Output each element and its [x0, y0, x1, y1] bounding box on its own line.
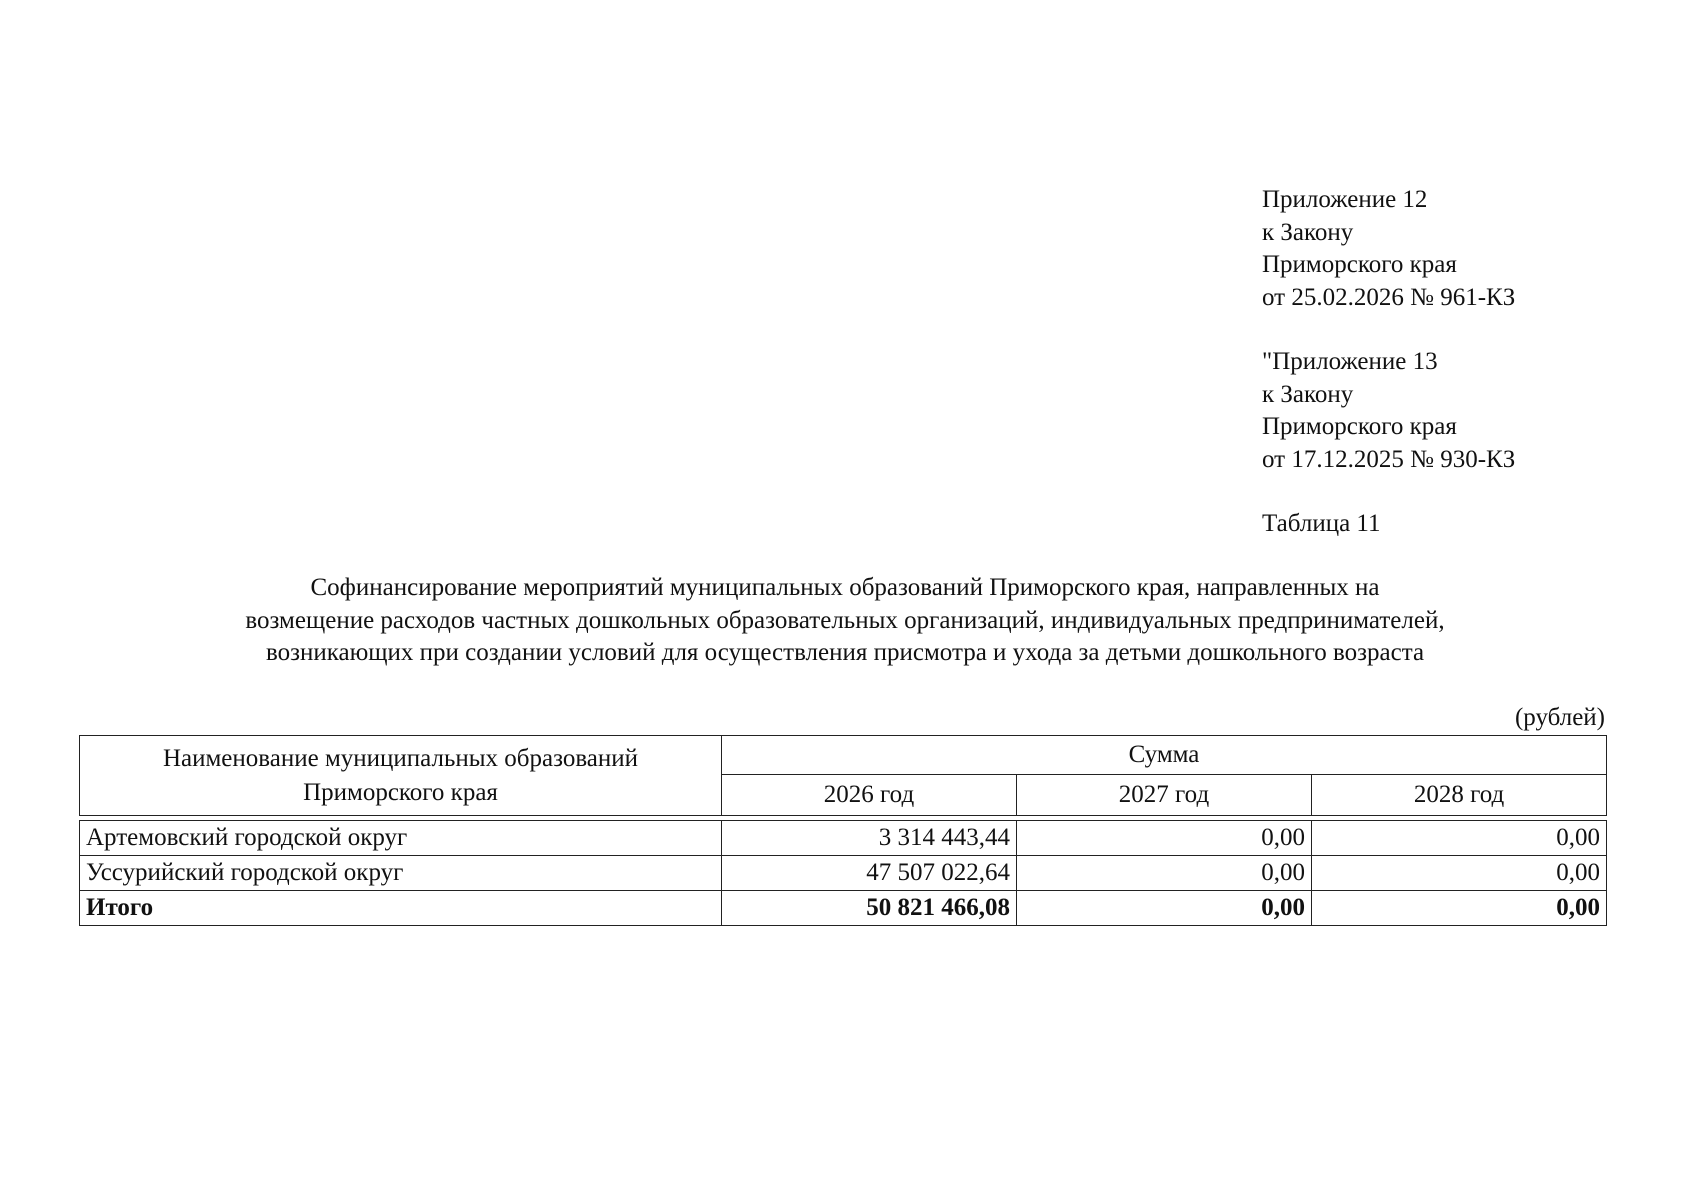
table-total-row [80, 891, 1607, 926]
row-value: 0,00 [1017, 856, 1312, 891]
title-line: Софинансирование мероприятий муниципальных образований Приморского края, направленных на [310, 574, 1380, 601]
appendix-line: к Закону [1262, 380, 1354, 408]
row-name: Артемовский городской округ [80, 821, 722, 856]
document-title [100, 572, 1590, 670]
appendix-line: Приморского края [1262, 251, 1457, 278]
row-value: 0,00 [1312, 856, 1607, 891]
column-header-year: 2028 год [1312, 775, 1607, 816]
appendix-line: Приложение 12 [1262, 186, 1428, 213]
column-header-name-text: Наименование муниципальных образований Приморского края [162, 744, 639, 806]
appendix-line: к Закону [1262, 218, 1354, 246]
column-header-year: 2026 год [722, 775, 1017, 816]
units-label: (рублей) [1514, 704, 1605, 731]
row-value: 0,00 [1312, 821, 1607, 856]
appendix-line: Приморского края [1262, 413, 1457, 440]
table-row [80, 856, 1607, 891]
column-header-name [80, 736, 722, 816]
appendix-line: "Приложение 13 [1262, 348, 1438, 375]
table-body [79, 820, 1607, 926]
total-label: Итого [80, 891, 722, 926]
table-header [79, 735, 1607, 816]
column-header-year: 2027 год [1017, 775, 1312, 816]
column-header-sum: Сумма [722, 736, 1607, 775]
appendix-line: от 25.02.2026 № 961-КЗ [1262, 283, 1516, 311]
appendix-reference-current [1262, 184, 1662, 314]
row-name: Уссурийский городской округ [80, 856, 722, 891]
appendix-line: от 17.12.2025 № 930-КЗ [1262, 445, 1516, 473]
row-value: 47 507 022,64 [722, 856, 1017, 891]
appendix-reference-amended [1262, 346, 1662, 476]
table-label: Таблица 11 [1262, 510, 1381, 537]
table-row [80, 821, 1607, 856]
row-value: 3 314 443,44 [722, 821, 1017, 856]
total-value: 0,00 [1312, 891, 1607, 926]
total-value: 50 821 466,08 [722, 891, 1017, 926]
title-line: возникающих при создании условий для осуществления присмотра и ухода за детьми дошкольного возраста [265, 639, 1425, 666]
title-line: возмещение расходов частных дошкольных образовательных организаций, индивидуальных предпринимателей, [245, 606, 1445, 634]
total-value: 0,00 [1017, 891, 1312, 926]
row-value: 0,00 [1017, 821, 1312, 856]
